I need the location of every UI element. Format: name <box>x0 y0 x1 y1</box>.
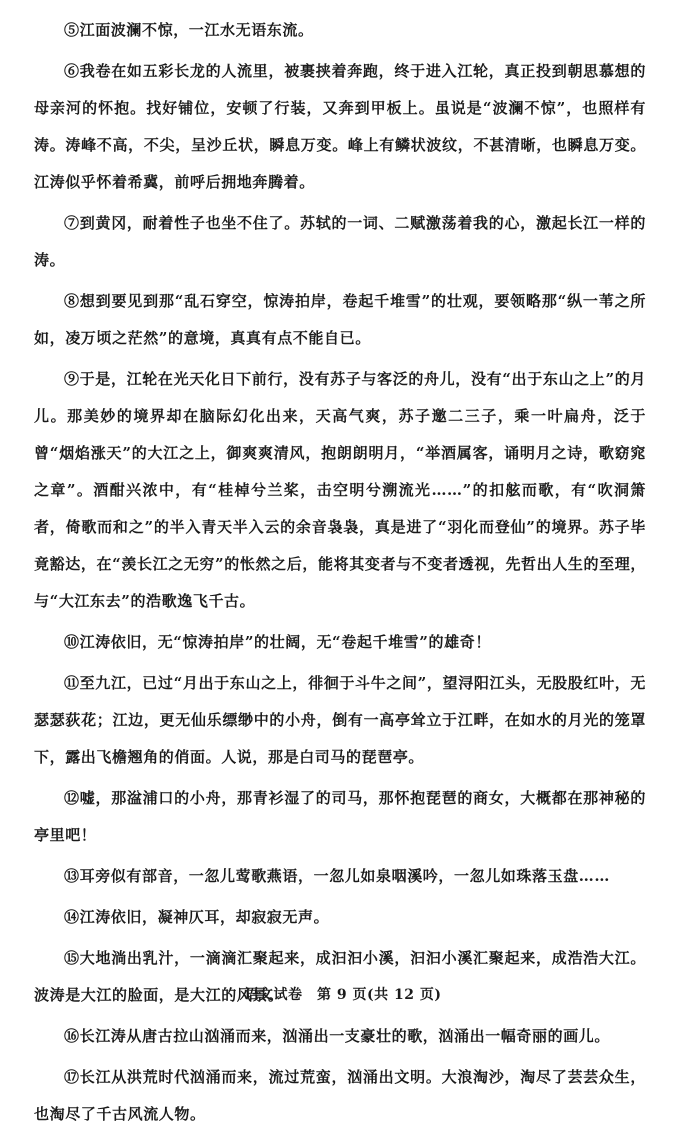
paragraph-15: ⑮大地淌出乳汁，一滴滴汇聚起来，成汩汩小溪，汩汩小溪汇聚起来，成浩浩大江。波涛是大江的脸面，是大江的风景。 <box>34 949 646 1004</box>
paragraph-5: ⑤江面波澜不惊，一江水无语东流。 <box>64 21 314 39</box>
paragraph-6: ⑥我卷在如五彩长龙的人流里，被裹挟着奔跑，终于进入江轮，真正投到朝思慕想的母亲河的怀抱。找好铺位，安顿了行装，又奔到甲板上。虽说是“波澜不惊”，也照样有涛。涛峰不高，不尖，呈沙丘状，瞬息万变。峰上有鳞状波纹，不甚清晰，也瞬息万变。江涛似乎怀着希冀，前呼后拥地奔腾着。 <box>34 62 646 191</box>
paragraph-9: ⑨于是，江轮在光天化日下前行，没有苏子与客泛的舟儿，没有“出于东山之上”的月儿。那美妙的境界却在脑际幻化出来，天高气爽，苏子邀二三子，乘一叶扁舟，泛于曾“烟焰涨天”的大江之上，御爽爽清风，抱朗朗明月，“举酒属客，诵明月之诗，歌窈窕之章”。酒酣兴浓中，有“桂棹兮兰桨，击空明兮溯流光……”的扣舷而歌，有“吹洞箫者，倚歌而和之”的半入青天半入云的余音袅袅，真是进了“羽化而登仙”的境界。苏子毕竟豁达，在“羡长江之无穷”的怅然之后，能将其变者与不变者透视，先哲出人生的至理，与“大江东去”的浩歌逸飞千古。 <box>34 370 646 610</box>
paragraph-13: ⑬耳旁似有部音，一忽儿莺歌燕语，一忽儿如泉咽溪吟，一忽儿如珠落玉盘…… <box>64 867 611 885</box>
page-footer: 语文试卷 第 9 页(共 12 页) <box>244 987 442 1003</box>
paragraph-8: ⑧想到要见到那“乱石穿空，惊涛拍岸，卷起千堆雪”的壮观，要领略那“纵一苇之所如，凌万顷之茫然”的意境，真真有点不能自已。 <box>34 292 646 347</box>
paragraph-11: ⑪至九江，已过“月出于东山之上，徘徊于斗牛之间”，望浔阳江头，无股股红叶，无瑟瑟荻花；江边，更无仙乐缥缈中的小舟，倒有一高亭耸立于江畔，在如水的月光的笼罩下，露出飞檐翘角的俏面。人说，那是白司马的琵琶亭。 <box>34 674 646 766</box>
paragraph-16: ⑯长江涛从唐古拉山汹涌而来，汹涌出一支豪壮的歌，汹涌出一幅奇丽的画儿。 <box>64 1027 611 1045</box>
paragraph-14: ⑭江涛依旧，凝神仄耳，却寂寂无声。 <box>64 908 330 926</box>
paragraph-12: ⑫嘘，那湓浦口的小舟，那青衫湿了的司马，那怀抱琵琶的商女，大概都在那神秘的亭里吧！ <box>34 789 646 844</box>
paragraph-10: ⑩江涛依旧，无“惊涛拍岸”的壮阔，无“卷起千堆雪”的雄奇！ <box>64 633 491 651</box>
paragraph-7: ⑦到黄冈，耐着性子也坐不住了。苏轼的一词、二赋激荡着我的心，激起长江一样的涛。 <box>34 214 646 269</box>
paragraph-17: ⑰长江从洪荒时代汹涌而来，流过荒蛮，汹涌出文明。大浪淘沙，淘尽了芸芸众生，也淘尽了千古风流人物。 <box>34 1068 646 1123</box>
